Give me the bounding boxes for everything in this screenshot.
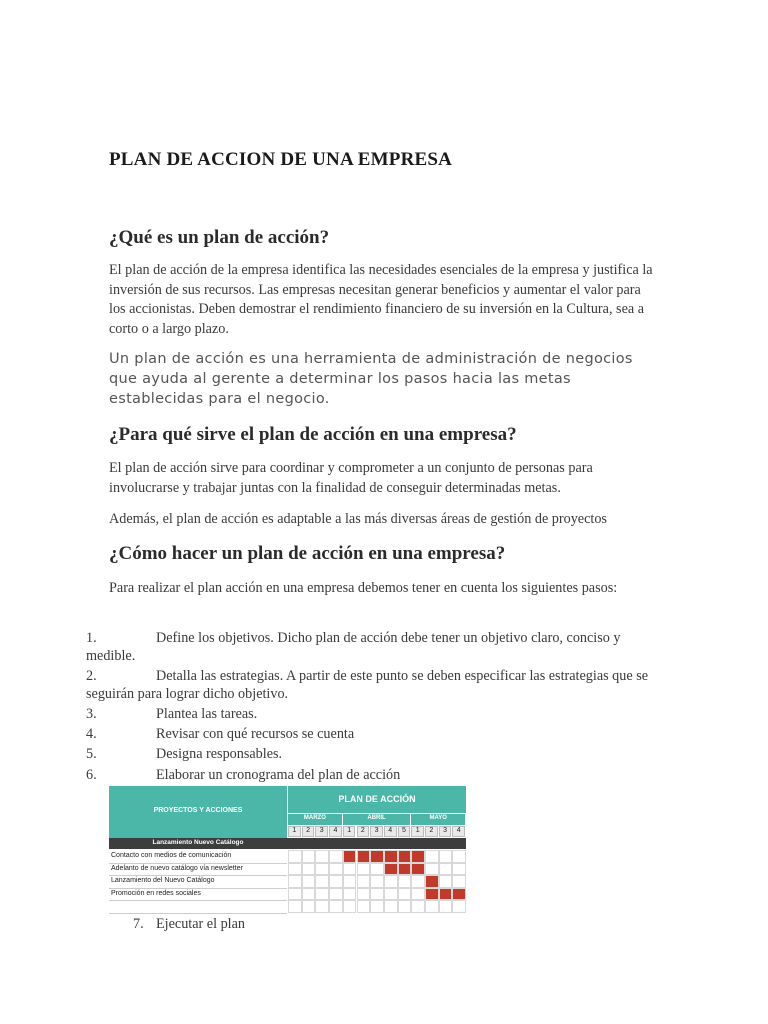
gantt-grid-cell <box>439 863 453 876</box>
gantt-grid-cell <box>357 900 371 913</box>
gantt-grid-cell <box>302 900 316 913</box>
gantt-grid-cell <box>329 850 343 863</box>
section-heading-como: ¿Cómo hacer un plan de acción en una empresa? <box>109 543 506 564</box>
gantt-grid-cell <box>452 900 466 913</box>
gantt-grid-cell <box>384 875 398 888</box>
list-item <box>86 726 656 744</box>
gantt-grid-cell <box>315 863 329 876</box>
gantt-bar-segment <box>452 888 466 901</box>
gantt-task-label: Adelanto de nuevo catálogo vía newsletter <box>111 864 243 872</box>
list-text: Designa responsables. <box>156 746 283 762</box>
gantt-grid-cell <box>357 863 371 876</box>
paragraph-para-que: El plan de acción sirve para coordinar y comprometer a un conjunto de personas para involucrarse y trabajar juntas con la finalidad de conseguir determinadas metas. <box>109 460 593 496</box>
gantt-week-label: 4 <box>456 827 461 834</box>
paragraph-que-es: El plan de acción de la empresa identifica las necesidades esenciales de la empresa y justifica la inversión de sus recursos. Las empresas necesitan generar beneficios y aumentar el valor para los accionistas. Deben demostrar el rendimiento financiero de su inversión en la Cultura, sea a corto o a largo plazo. <box>109 262 653 337</box>
document-title: PLAN DE ACCION DE UNA EMPRESA <box>109 149 453 170</box>
gantt-grid-cell <box>411 875 425 888</box>
gantt-bar-segment <box>425 875 439 888</box>
gantt-grid-cell <box>439 875 453 888</box>
gantt-month-label: MAYO <box>429 815 447 821</box>
gantt-grid-cell <box>288 900 302 913</box>
list-item <box>86 630 656 665</box>
gantt-week-label: 4 <box>388 827 393 834</box>
gantt-bar-segment <box>398 863 412 876</box>
gantt-week-label: 1 <box>347 827 352 834</box>
list-number: 4. <box>86 726 97 742</box>
list-text: Elaborar un cronograma del plan de acción <box>156 767 401 783</box>
gantt-week-label: 4 <box>333 827 338 834</box>
list-item <box>86 668 656 703</box>
gantt-grid-cell <box>329 900 343 913</box>
list-number: 6. <box>86 767 97 783</box>
gantt-grid-cell <box>329 863 343 876</box>
gantt-grid-cell <box>452 875 466 888</box>
list-number: 7. <box>133 916 144 932</box>
gantt-week-label: 1 <box>292 827 297 834</box>
gantt-week-label: 5 <box>401 827 406 834</box>
gantt-grid-cell <box>398 888 412 901</box>
section-heading-que-es: ¿Qué es un plan de acción? <box>109 227 330 248</box>
list-text: Ejecutar el plan <box>156 916 246 932</box>
gantt-week-label: 2 <box>306 827 310 834</box>
gantt-bar-segment <box>384 863 398 876</box>
list-number: 2. <box>86 668 97 684</box>
gantt-grid-cell <box>384 900 398 913</box>
gantt-bar-segment <box>411 850 425 863</box>
gantt-bar-segment <box>439 888 453 901</box>
gantt-grid-cell <box>357 888 371 901</box>
list-number: 5. <box>86 746 97 762</box>
gantt-grid-cell <box>343 900 357 913</box>
gantt-bar-segment <box>398 850 412 863</box>
gantt-row-line <box>109 900 287 901</box>
list-item <box>133 916 433 934</box>
gantt-grid-cell <box>370 888 384 901</box>
gantt-week-label: 3 <box>443 827 447 834</box>
gantt-grid-cell <box>411 888 425 901</box>
list-item <box>86 706 656 724</box>
gantt-row-line <box>109 863 287 864</box>
gantt-month-label: MARZO <box>303 815 326 821</box>
gantt-grid-cell <box>398 875 412 888</box>
gantt-grid-cell <box>425 863 439 876</box>
gantt-grid-cell <box>439 900 453 913</box>
gantt-row-line <box>109 888 287 889</box>
gantt-grid-cell <box>288 888 302 901</box>
list-text: Define los objetivos. Dicho plan de acción debe tener un objetivo claro, conciso y medible. <box>86 630 621 664</box>
gantt-grid-cell <box>370 900 384 913</box>
paragraph-como: Para realizar el plan acción en una empresa debemos tener en cuenta los siguientes pasos: <box>109 580 618 596</box>
gantt-bar-segment <box>411 863 425 876</box>
gantt-bar-segment <box>343 850 357 863</box>
gantt-grid-cell <box>370 875 384 888</box>
gantt-grid-cell <box>288 875 302 888</box>
gantt-row-line <box>109 913 287 914</box>
gantt-grid-cell <box>384 888 398 901</box>
list-text: Revisar con qué recursos se cuenta <box>156 726 355 742</box>
gantt-grid-cell <box>439 850 453 863</box>
section-heading-para-que: ¿Para qué sirve el plan de acción en una empresa? <box>109 424 517 445</box>
gantt-grid-cell <box>425 850 439 863</box>
list-text: Detalla las estrategias. A partir de este punto se deben especificar las estrategias que se seguirán para lograr dicho objetivo. <box>86 668 649 702</box>
gantt-bar-segment <box>370 850 384 863</box>
gantt-grid-cell <box>452 863 466 876</box>
gantt-grid-cell <box>302 888 316 901</box>
gantt-grid-cell <box>343 875 357 888</box>
gantt-task-label: Contacto con medios de comunicación <box>111 852 232 859</box>
gantt-grid-cell <box>411 900 425 913</box>
gantt-grid-cell <box>357 875 371 888</box>
gantt-week-label: 1 <box>415 827 420 834</box>
paragraph-ademas: Además, el plan de acción es adaptable a las más diversas áreas de gestión de proyectos <box>109 511 607 527</box>
gantt-grid-cell <box>329 888 343 901</box>
list-number: 1. <box>86 630 97 646</box>
gantt-header-left-label: PROYECTOS Y ACCIONES <box>153 807 243 814</box>
gantt-grid-cell <box>329 875 343 888</box>
gantt-bar-segment <box>384 850 398 863</box>
gantt-bar-segment <box>425 888 439 901</box>
gantt-grid-cell <box>425 900 439 913</box>
gantt-task-label: Promoción en redes sociales <box>111 889 201 897</box>
gantt-chart-image <box>109 786 466 912</box>
gantt-grid-cell <box>370 863 384 876</box>
gantt-row-line <box>109 875 287 876</box>
gantt-week-label: 3 <box>374 827 379 834</box>
gantt-grid-cell <box>315 900 329 913</box>
gantt-grid-cell <box>302 850 316 863</box>
gantt-grid-cell <box>343 863 357 876</box>
gantt-task-label: Lanzamiento del Nuevo Catálogo <box>111 877 215 884</box>
gantt-grid-cell <box>452 850 466 863</box>
gantt-bar-segment <box>357 850 371 863</box>
paragraph-herramienta: Un plan de acción es una herramienta de administración de negocios que ayuda al gerente a determinar los pasos hacia las metas establecidas para el negocio. <box>109 351 633 407</box>
gantt-group-label: Lanzamiento Nuevo Catálogo <box>152 839 244 846</box>
gantt-grid-cell <box>315 850 329 863</box>
gantt-grid-cell <box>288 863 302 876</box>
gantt-week-label: 2 <box>429 827 434 834</box>
gantt-grid-cell <box>302 875 316 888</box>
list-item <box>86 746 656 764</box>
gantt-header-right-label: PLAN DE ACCIÓN <box>338 794 416 804</box>
list-number: 3. <box>86 706 97 722</box>
gantt-grid-cell <box>302 863 316 876</box>
gantt-grid-cell <box>315 875 329 888</box>
gantt-grid-cell <box>288 850 302 863</box>
gantt-month-label: ABRIL <box>367 815 386 821</box>
list-text: Plantea las tareas. <box>156 706 258 722</box>
gantt-grid-cell <box>315 888 329 901</box>
list-item <box>86 767 656 785</box>
gantt-grid-cell <box>398 900 412 913</box>
gantt-grid-cell <box>343 888 357 901</box>
gantt-week-label: 2 <box>360 827 365 834</box>
gantt-week-label: 3 <box>319 827 324 834</box>
